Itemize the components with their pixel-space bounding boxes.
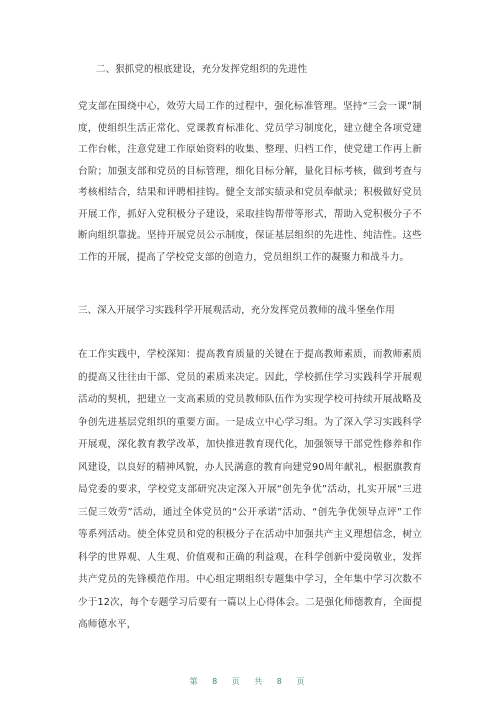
section-heading-2: 二、狠抓党的根底建设，充分发挥党组织的先进性 [96,64,308,75]
section-heading-3: 三、深入开展学习实践科学开展观活动，充分发挥党员教师的战斗堡垒作用 [78,305,395,316]
page-number-footer: 第 8 页 共 8 页 [189,677,311,686]
section-body-2: 党支部在围绕中心，效劳大局工作的过程中，强化标准管理。坚持“三会一课”制度，使组织生活正常化、党课教育标准化、党员学习制度化，建立健全各项党建工作台帐，注意党建工作原始资料的收集、整理、归档工作，使党建工作再上新台阶；加强支部和党员的目标管理，细化目标分解，量化目标考核，做到考查与考核相结合，结果和评聘相挂钩。健全支部实绩录和党员奉献录；积极做好党员开展工作，抓好入党积极分子建设，采取挂钩帮带等形式，帮助入党积极分子不断向组织靠拢。坚持开展党员公示制度，保证基层组织的先进性、纯洁性。这些工作的开展，提高了学校党支部的创造力，党员组织工作的凝聚力和战斗力。 [78,101,422,263]
section-body-3: 在工作实践中，学校深知：提高教育质量的关键在于提高教师素质，而教师素质的提高又往往由干部、党员的素质来决定。因此，学校抓住学习实践科学开展观活动的契机，把建立一支高素质的党员教师队伍作为实现学校可持续开展战略及争创先进基层党组织的重要方面。一是成立中心学习组。为了深入学习实践科学开展观，深化教育教学改革，加快推进教育现代化，加强领导干部党性修养和作风建设，以良好的精神风貌，办人民满意的教育向建党90周年献礼，根据旗教育局党委的要求，学校党支部研究决定深入开展“创先争优”活动，扎实开展“三进三促三效劳”活动，通过全体党员的“公开承诺”活动、“创先争优领导点评”工作等系列活动。使全体党员和党的积极分子在活动中加强共产主义理想信念，树立科学的世界观、人生观、价值观和正确的利益观，在科学创新中爱岗敬业，发挥共产党员的先锋模范作用。中心组定期组织专题集中学习，全年集中学习次数不少于12次，每个专题学习后要有一篇以上心得体会。二是强化师德教育，全面提高师德水平， [78,349,422,630]
